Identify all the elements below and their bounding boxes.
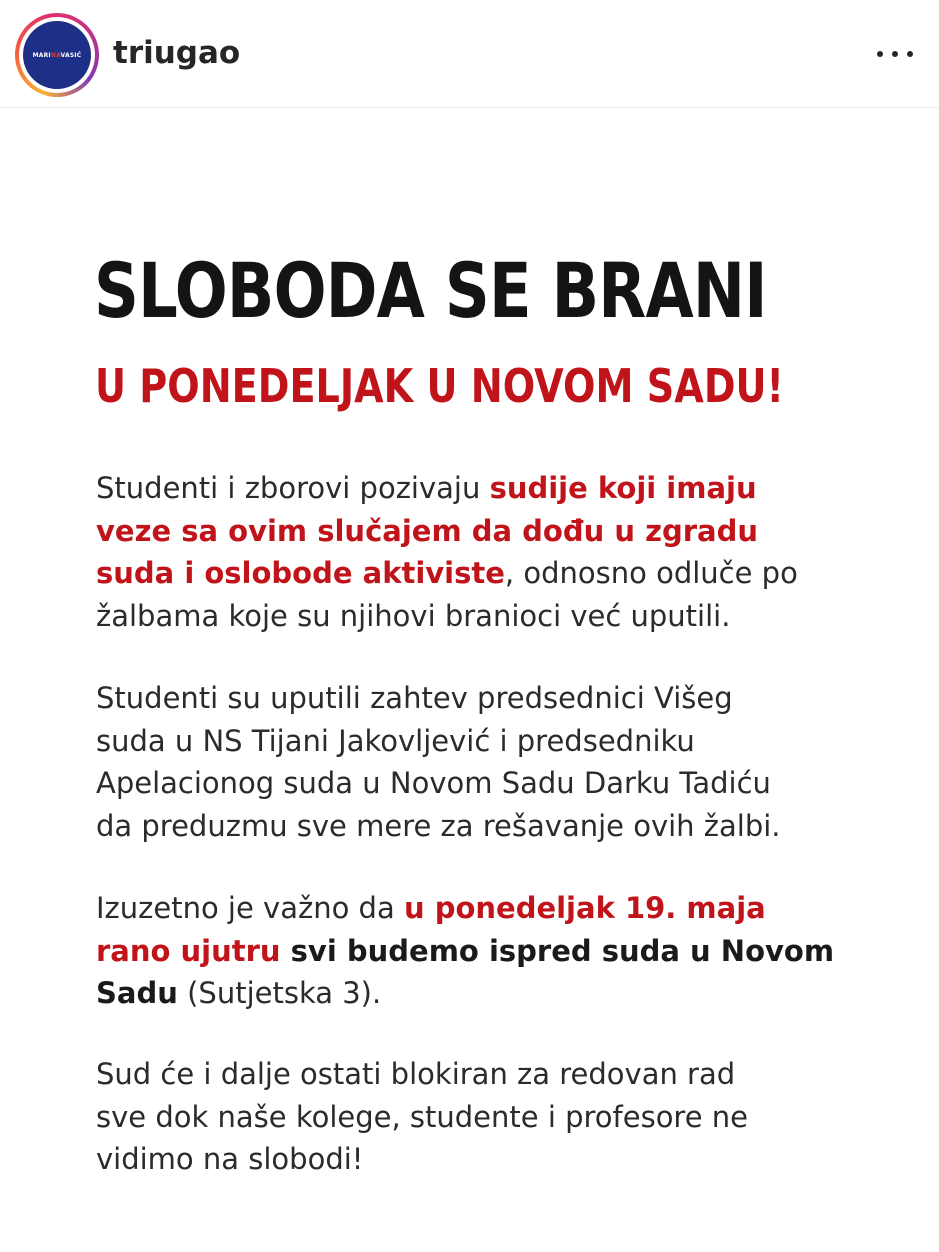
paragraph-line: vidimo na slobodi! — [96, 1142, 364, 1177]
post-subheadline: U PONEDELJAK U NOVOM SADU! — [95, 359, 784, 413]
paragraph-line: suda u NS Tijani Jakovljević i predsedniku — [96, 723, 695, 758]
avatar[interactable] — [23, 21, 91, 89]
paragraph-line: Studenti su uputili zahtev predsednici Višeg — [96, 681, 733, 715]
avatar-gap — [19, 17, 95, 93]
text-run: (Sutjetska 3). — [177, 976, 382, 1011]
paragraph-line — [96, 972, 896, 1015]
highlight-line: veze sa ovim slučajem da dođu u zgradu — [96, 513, 759, 548]
paragraph-3 — [96, 887, 896, 1015]
bold-text: Sadu — [96, 976, 178, 1011]
paragraph-line — [96, 552, 896, 595]
paragraph-4 — [96, 1053, 896, 1181]
text-run: Izuzetno je važno da — [96, 891, 404, 925]
username[interactable]: triugao — [113, 35, 241, 71]
highlight-text: u ponedeljak 19. maja — [403, 891, 766, 925]
highlight-text: suda i oslobode aktiviste — [96, 556, 505, 591]
paragraph-line: da preduzmu sve mere za rešavanje ovih žalbi. — [96, 808, 781, 843]
paragraph-line: žalbama koje su njihovi branioci već uputili. — [96, 598, 731, 633]
paragraph-line — [96, 930, 896, 973]
post-image[interactable] — [0, 109, 939, 1252]
bold-text: svi budemo ispred suda u Novom — [280, 933, 835, 968]
more-horizontal-icon[interactable] — [877, 40, 913, 68]
post-header — [0, 0, 939, 108]
paragraph-line: sve dok naše kolege, studente i profesore ne — [96, 1099, 749, 1134]
paragraph-line — [96, 887, 896, 930]
more-dot — [907, 51, 913, 57]
more-dot — [892, 51, 898, 57]
highlight-text: rano ujutru — [96, 933, 281, 968]
text-run: Studenti i zborovi pozivaju — [96, 471, 490, 505]
paragraph-line: Apelacionog suda u Novom Sadu Darku Tadiću — [96, 766, 771, 801]
post-headline: SLOBODA SE BRANI — [94, 246, 767, 335]
story-ring[interactable] — [15, 13, 99, 97]
paragraph-2 — [96, 677, 896, 847]
avatar-logo-text: MARINAVASIĆ — [32, 51, 82, 59]
highlight-text: sudije koji imaju — [489, 471, 757, 505]
paragraph-line: Sud će i dalje ostati blokiran za redovan rad — [96, 1057, 736, 1091]
text-run: , odnosno odluče po — [504, 556, 798, 591]
paragraph-1 — [96, 467, 896, 637]
more-dot — [877, 51, 883, 57]
paragraph-line — [96, 467, 896, 510]
